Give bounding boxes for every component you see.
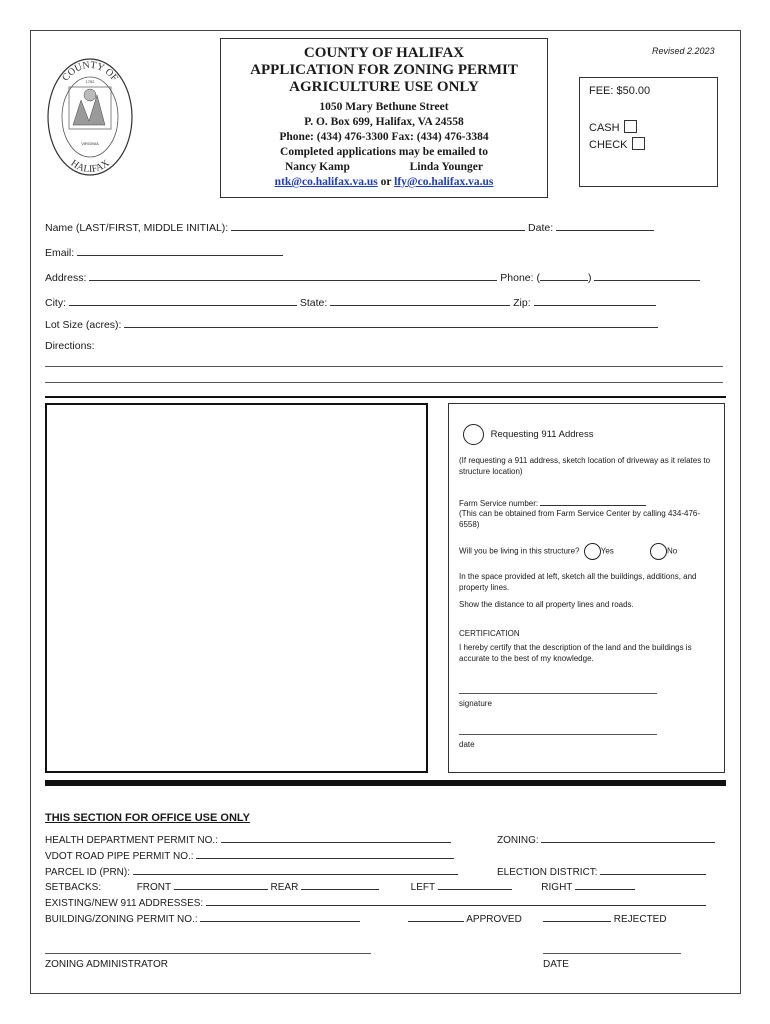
- rejected-label: REJECTED: [613, 914, 667, 925]
- existing-label: EXISTING/NEW 911 ADDRESSES:: [45, 898, 204, 909]
- lot-label: Lot Size (acres):: [45, 319, 122, 331]
- address-field[interactable]: [89, 270, 497, 281]
- email-or: or: [380, 176, 392, 188]
- vdot-row: [45, 849, 454, 862]
- info-panel: [448, 403, 725, 773]
- state-field[interactable]: [330, 295, 510, 306]
- health-field[interactable]: [221, 833, 451, 843]
- seal-bottom-text: HALIFAX: [68, 157, 112, 176]
- setbacks-row: [45, 880, 635, 893]
- date-field[interactable]: [556, 220, 654, 231]
- parcel-row: [45, 865, 458, 878]
- vdot-field[interactable]: [196, 849, 454, 859]
- right-label: RIGHT: [541, 882, 573, 893]
- front-label: FRONT: [136, 882, 171, 893]
- request-911-row: [463, 424, 593, 445]
- fee-box: [579, 77, 718, 187]
- existing-field[interactable]: [206, 896, 706, 906]
- approved-label: APPROVED: [466, 914, 522, 925]
- sketch-instructions-1: In the space provided at left, sketch all the buildings, additions, and property lines.: [459, 572, 697, 592]
- vdot-label: VDOT ROAD PIPE PERMIT NO.:: [45, 851, 194, 862]
- city-row: [45, 295, 656, 309]
- seal-year: 1752: [85, 79, 95, 84]
- certification-title: CERTIFICATION: [459, 629, 520, 638]
- request-911-label: Requesting 911 Address: [490, 429, 594, 441]
- seal-state: VIRGINIA: [81, 141, 99, 146]
- check-label: CHECK: [589, 139, 628, 151]
- left-label: LEFT: [410, 882, 435, 893]
- request-911-note: (If requesting a 911 address, sketch location of driveway as it relates to structure location): [459, 456, 711, 476]
- rear-label: REAR: [270, 882, 299, 893]
- cash-option: [589, 120, 637, 134]
- cash-checkbox[interactable]: [624, 120, 637, 133]
- directions-line-1[interactable]: [45, 366, 723, 367]
- rejected-field[interactable]: [543, 912, 611, 922]
- address-row: [45, 270, 700, 284]
- right-field[interactable]: [575, 880, 635, 890]
- state-label: State:: [299, 297, 328, 309]
- header-email-note: Completed applications may be emailed to: [280, 146, 488, 158]
- header-box: [220, 38, 548, 198]
- cash-label: CASH: [589, 122, 620, 134]
- header-street: 1050 Mary Bethune Street: [319, 101, 449, 113]
- svg-text:HALIFAX: [69, 157, 113, 175]
- building-field[interactable]: [200, 912, 360, 922]
- admin-signature-line[interactable]: [45, 953, 371, 954]
- farm-service-note: (This can be obtained from Farm Service Center by calling 434-476-6558): [459, 509, 700, 529]
- check-checkbox[interactable]: [632, 137, 645, 150]
- approved-row: [408, 912, 522, 925]
- certification-text: I hereby certify that the description of the land and the buildings is accurate to the best of my knowledge.: [459, 643, 692, 663]
- revised-date: Revised 2.2023: [652, 46, 715, 56]
- city-field[interactable]: [69, 295, 297, 306]
- signature-label: signature: [459, 699, 492, 708]
- lot-row: [45, 317, 658, 331]
- admin-label: ZONING ADMINISTRATOR: [45, 959, 168, 970]
- election-row: [497, 865, 706, 878]
- email-row: [45, 245, 283, 259]
- rejected-row: [543, 912, 667, 925]
- header-title-3: AGRICULTURE USE ONLY: [289, 79, 479, 95]
- email-link-1[interactable]: ntk@co.halifax.va.us: [274, 176, 378, 188]
- living-question: Will you be living in this structure?: [459, 546, 580, 556]
- cert-date-label: date: [459, 740, 475, 749]
- signature-line[interactable]: [459, 693, 657, 694]
- phone-label: Phone: (: [500, 272, 540, 284]
- directions-line-2[interactable]: [45, 382, 723, 383]
- existing-row: [45, 896, 706, 909]
- date-label: Date:: [528, 222, 554, 234]
- email-link-2[interactable]: lfy@co.halifax.va.us: [394, 176, 494, 188]
- living-row: [459, 543, 723, 560]
- request-911-radio[interactable]: [463, 424, 484, 445]
- building-label: BUILDING/ZONING PERMIT NO.:: [45, 914, 198, 925]
- sketch-area[interactable]: [45, 403, 428, 773]
- phone-field[interactable]: [594, 270, 700, 281]
- election-field[interactable]: [600, 865, 706, 875]
- farm-service-field[interactable]: [540, 497, 646, 506]
- setbacks-label: SETBACKS:: [45, 882, 102, 893]
- name-label: Name (LAST/FIRST, MIDDLE INITIAL):: [45, 222, 229, 234]
- approved-field[interactable]: [408, 912, 464, 922]
- header-pobox: P. O. Box 699, Halifax, VA 24558: [304, 116, 464, 128]
- parcel-label: PARCEL ID (PRN):: [45, 867, 131, 878]
- cert-date-line[interactable]: [459, 734, 657, 735]
- contact-name-2: Linda Younger: [409, 161, 483, 173]
- farm-service-label: Farm Service number:: [459, 499, 539, 508]
- front-field[interactable]: [174, 880, 268, 890]
- admin-date-label: DATE: [543, 959, 569, 970]
- election-label: ELECTION DISTRICT:: [497, 867, 598, 878]
- email-field[interactable]: [77, 245, 283, 256]
- directions-label: Directions:: [45, 340, 95, 352]
- left-field[interactable]: [438, 880, 512, 890]
- name-row: [45, 220, 654, 234]
- admin-date-line[interactable]: [543, 953, 681, 954]
- sketch-instructions-2: Show the distance to all property lines and roads.: [459, 600, 634, 609]
- county-seal: [45, 55, 135, 180]
- contact-name-1: Nancy Kamp: [285, 161, 350, 173]
- no-label: No: [667, 546, 678, 556]
- header-emails: [221, 175, 547, 190]
- zoning-row: [497, 833, 715, 846]
- yes-radio[interactable]: [584, 543, 601, 560]
- building-row: [45, 912, 360, 925]
- fee-label: FEE: $50.00: [589, 85, 651, 97]
- section-divider-bottom: [45, 780, 726, 786]
- yes-label: Yes: [600, 546, 614, 556]
- header-contacts: [221, 160, 547, 175]
- header-phone: Phone: (434) 476-3300 Fax: (434) 476-3384: [279, 131, 489, 143]
- zip-label: Zip:: [513, 297, 531, 309]
- phone-close: ): [587, 272, 592, 284]
- zoning-field[interactable]: [541, 833, 715, 843]
- header-title-2: APPLICATION FOR ZONING PERMIT: [250, 62, 518, 78]
- address-label: Address:: [45, 272, 87, 284]
- health-row: [45, 833, 451, 846]
- city-label: City:: [45, 297, 66, 309]
- zoning-label: ZONING:: [497, 835, 539, 846]
- lot-field[interactable]: [124, 317, 658, 328]
- parcel-field[interactable]: [133, 865, 458, 875]
- health-label: HEALTH DEPARTMENT PERMIT NO.:: [45, 835, 218, 846]
- rear-field[interactable]: [301, 880, 379, 890]
- seal-top-text: COUNTY OF: [60, 59, 120, 84]
- check-option: [589, 137, 645, 151]
- name-field[interactable]: [231, 220, 525, 231]
- no-radio[interactable]: [650, 543, 667, 560]
- zip-field[interactable]: [534, 295, 656, 306]
- section-divider-top: [45, 396, 726, 398]
- office-title: THIS SECTION FOR OFFICE USE ONLY: [45, 812, 250, 824]
- header-title-1: COUNTY OF HALIFAX: [303, 45, 465, 61]
- phone-area-field[interactable]: [540, 270, 588, 281]
- email-label: Email:: [45, 247, 75, 259]
